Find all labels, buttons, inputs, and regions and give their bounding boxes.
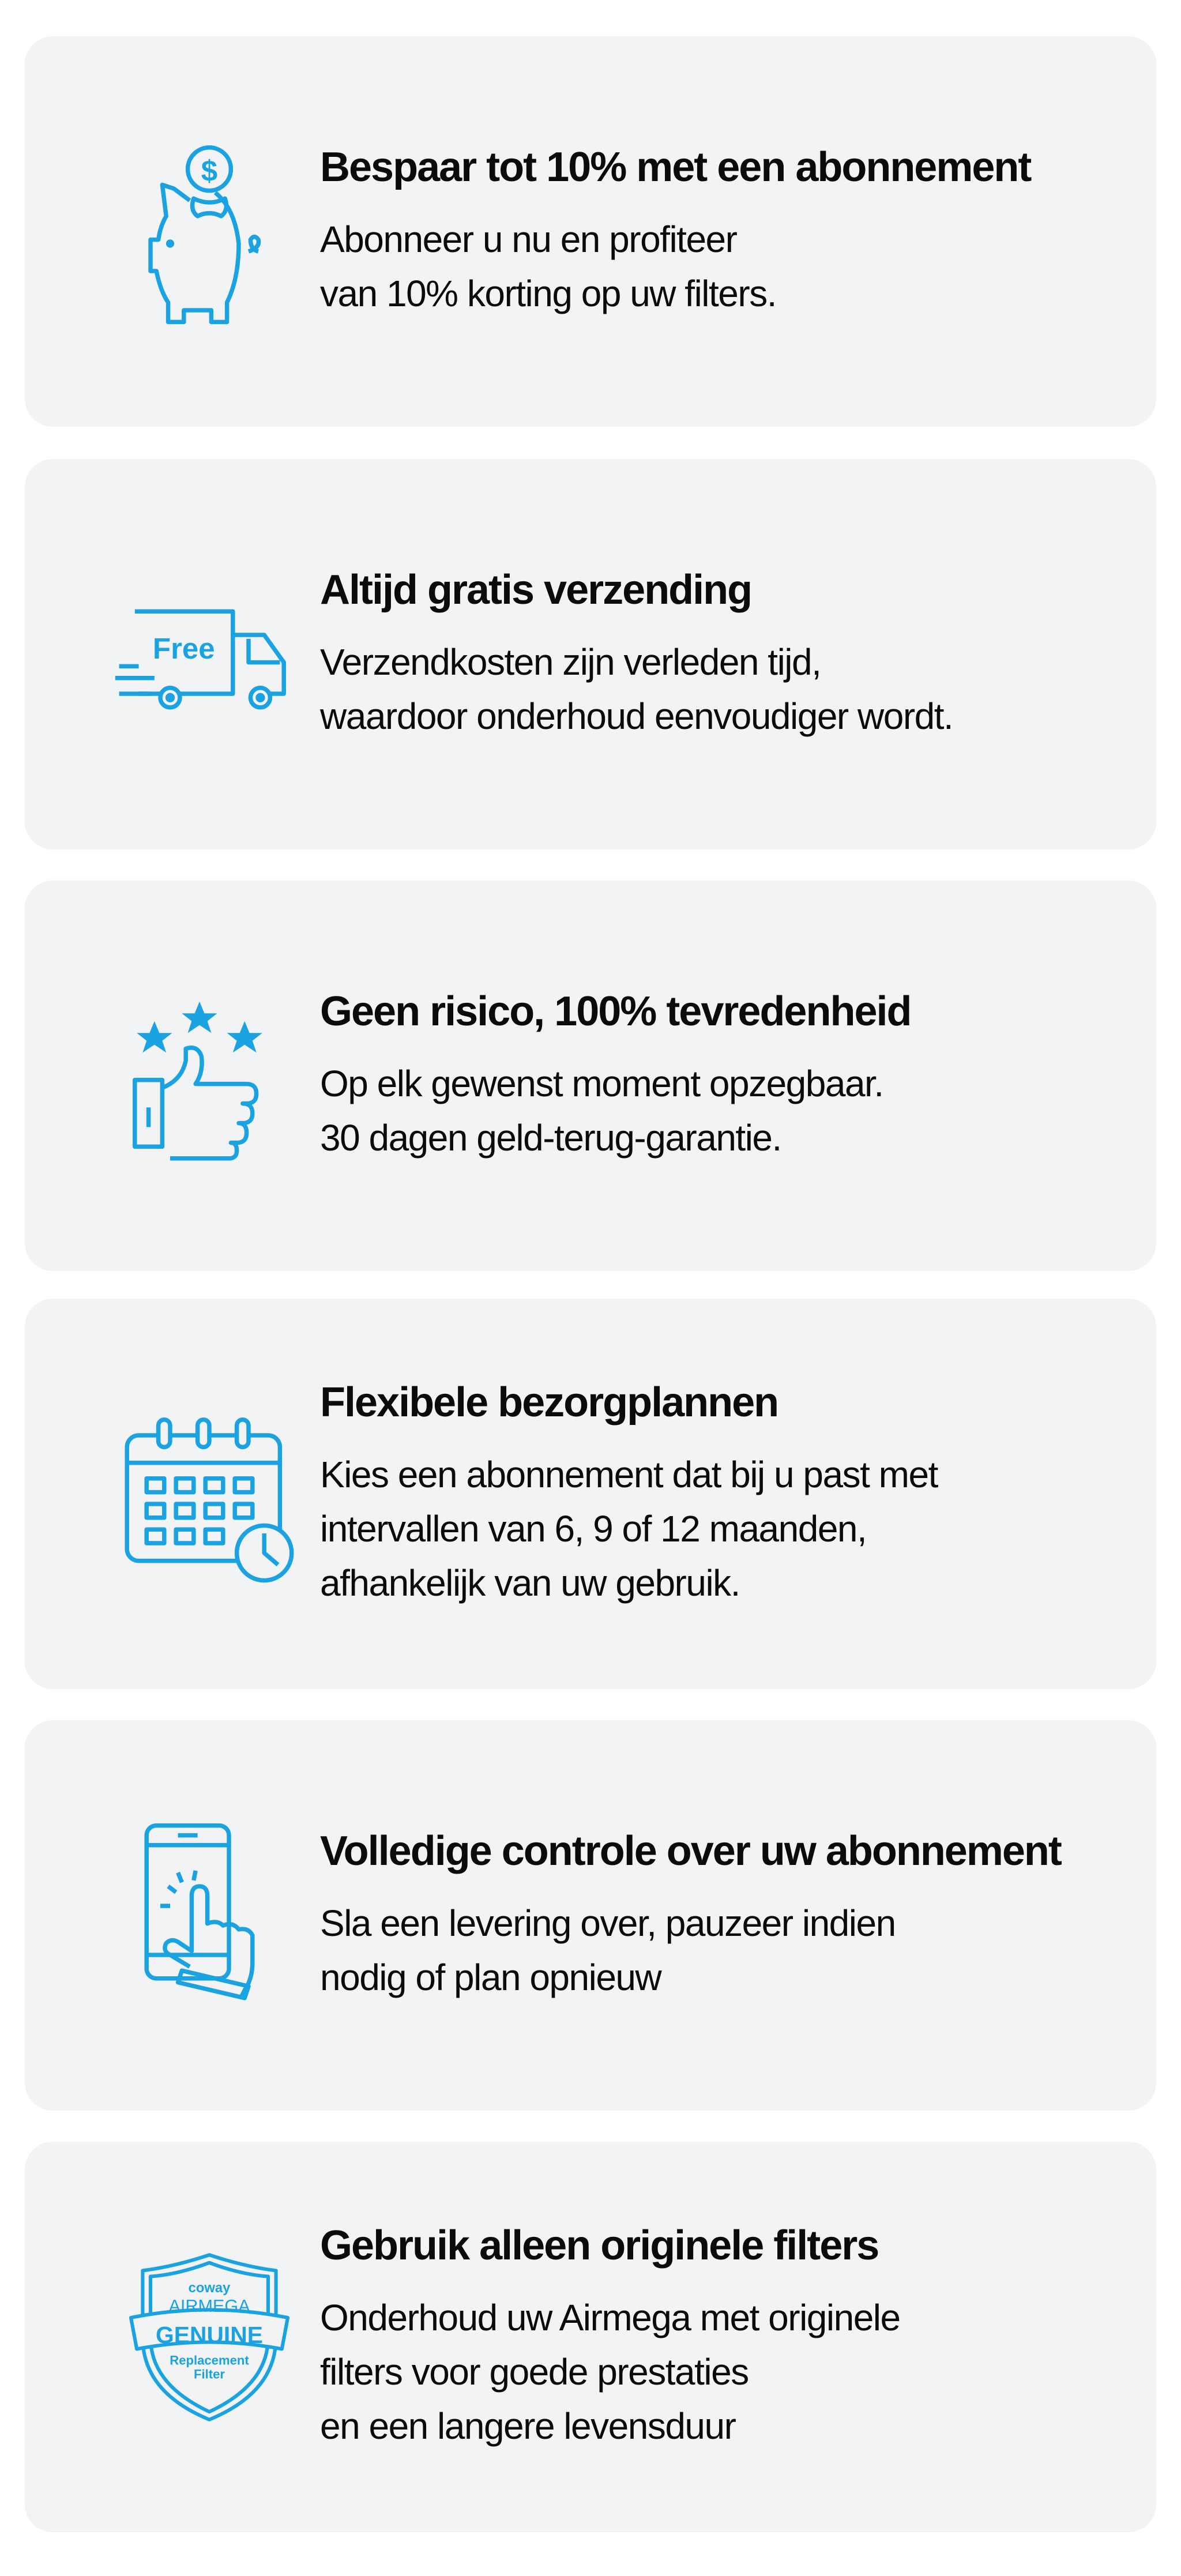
feature-card-flexible-plans <box>25 1299 1156 1689</box>
feature-title: Gebruik alleen originele filters <box>320 2222 879 2269</box>
feature-description: Verzendkosten zijn verleden tijd, waardoor onderhoud eenvoudiger wordt. <box>320 641 953 737</box>
feature-card-subscription-discount <box>25 36 1156 427</box>
feature-title: Volledige controle over uw abonnement <box>320 1828 1061 1875</box>
svg-text:Replacement: Replacement <box>170 2353 249 2368</box>
svg-text:Free: Free <box>152 631 215 665</box>
svg-text:Filter: Filter <box>193 2366 225 2381</box>
svg-text:coway: coway <box>188 2280 231 2296</box>
delivery-truck-icon <box>111 556 307 753</box>
svg-text:AIRMEGA: AIRMEGA <box>168 2296 250 2316</box>
feature-title: Flexibele bezorgplannen <box>320 1379 778 1426</box>
feature-card-full-control <box>25 1720 1156 2111</box>
feature-description: Onderhoud uw Airmega met originele filters voor goede prestaties en een langere levensduur <box>320 2296 900 2447</box>
piggy-bank-icon <box>111 134 307 330</box>
feature-title: Bespaar tot 10% met een abonnement <box>320 144 1031 191</box>
feature-card-genuine-filters <box>25 2142 1156 2532</box>
feature-description: Abonneer u nu en profiteer van 10% korting op uw filters. <box>320 218 776 314</box>
calendar-clock-icon <box>111 1396 307 1592</box>
feature-description: Op elk gewenst moment opzegbaar. 30 dagen geld-terug-garantie. <box>320 1062 883 1159</box>
svg-text:GENUINE: GENUINE <box>156 2321 263 2348</box>
thumbs-up-stars-icon <box>111 978 307 1174</box>
feature-card-free-shipping <box>25 459 1156 849</box>
feature-description: Sla een levering over, pauzeer indien nodig of plan opnieuw <box>320 1902 896 1998</box>
feature-card-no-risk <box>25 881 1156 1271</box>
svg-text:$: $ <box>201 154 218 187</box>
phone-tap-icon <box>111 1818 307 2014</box>
feature-title: Altijd gratis verzending <box>320 567 752 614</box>
feature-title: Geen risico, 100% tevredenheid <box>320 988 911 1035</box>
genuine-filter-badge-icon <box>111 2239 307 2435</box>
feature-description: Kies een abonnement dat bij u past met intervallen van 6, 9 of 12 maanden, afhankelijk van uw gebruik. <box>320 1453 938 1604</box>
